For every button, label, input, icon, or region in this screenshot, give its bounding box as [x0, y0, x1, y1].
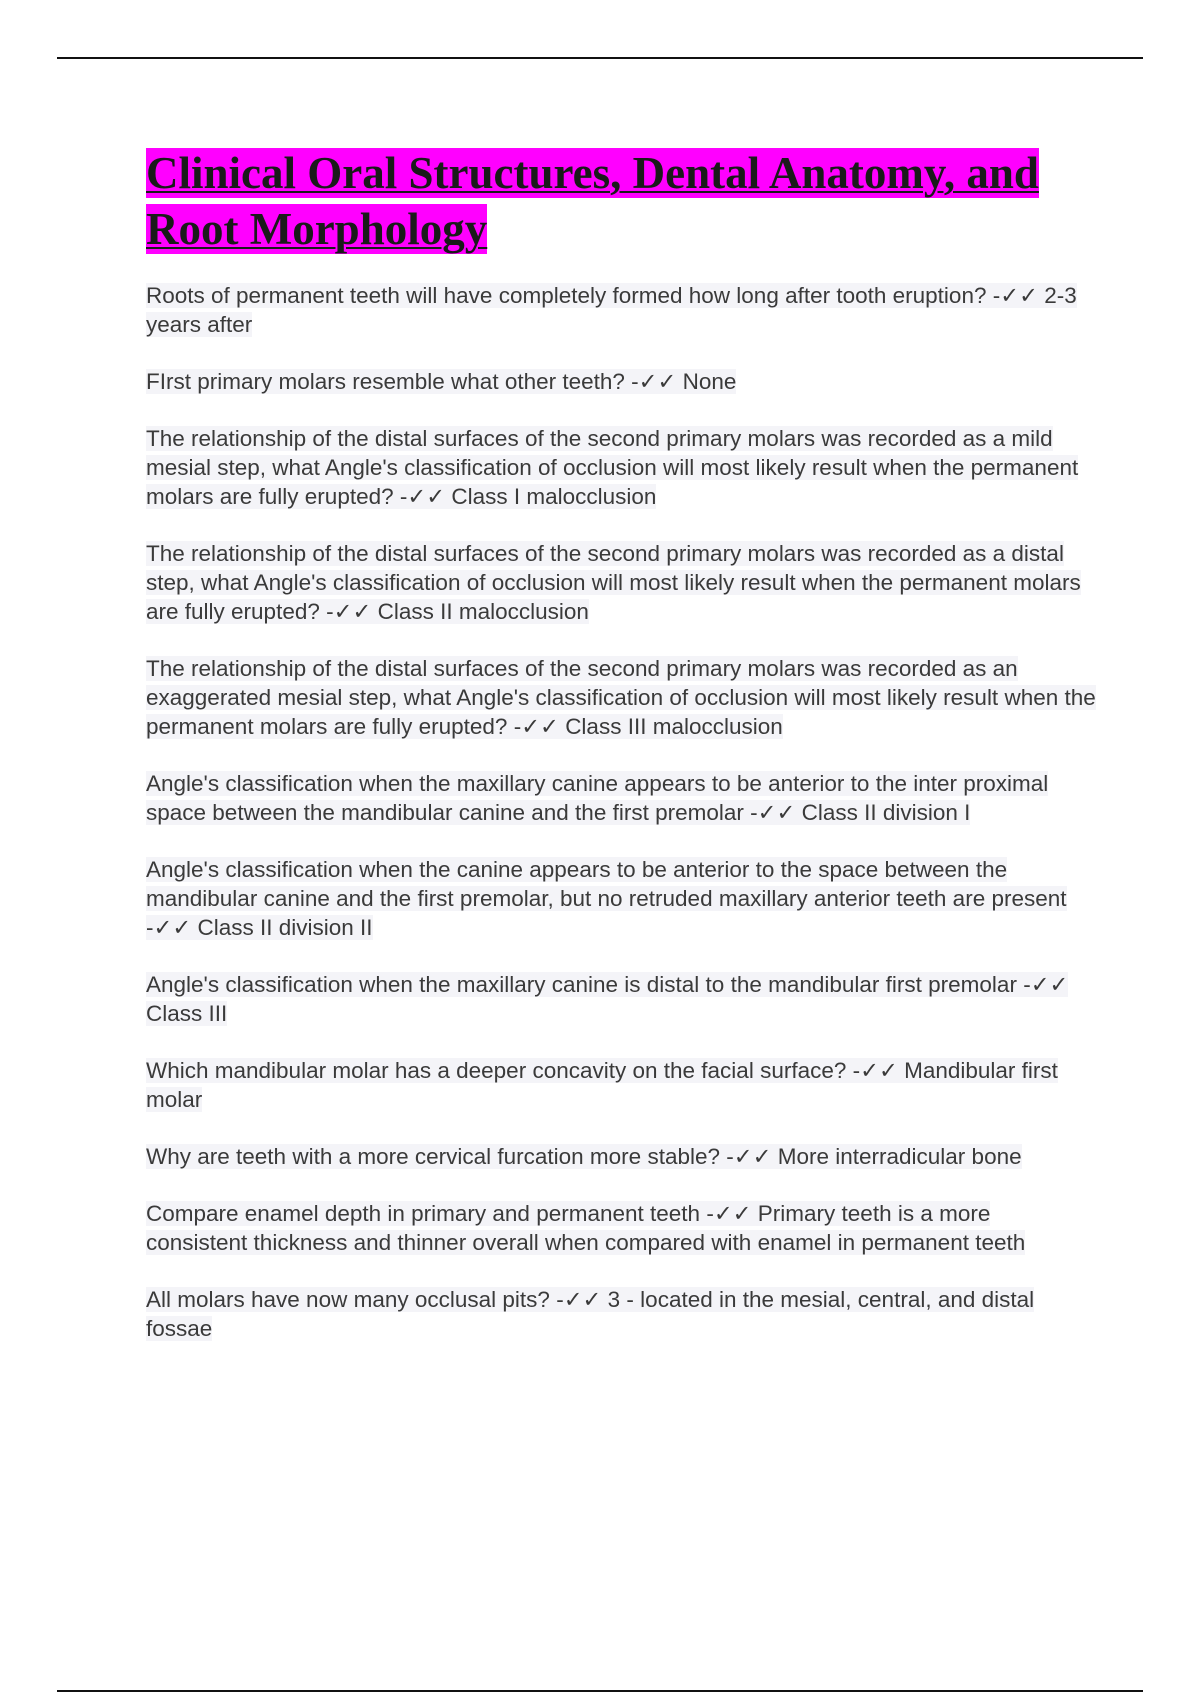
question-text: The relationship of the distal surfaces of the second primary molars was recorded as a distal step, what Angle's classification of occlusion will most likely result when the permanent molars are fully erupted?	[146, 541, 1081, 624]
qa-item-text: The relationship of the distal surfaces of the second primary molars was recorded as a distal step, what Angle's classification of occlusion will most likely result when the permanent molars are fully erupted? -✓✓ Class II malocclusion	[146, 541, 1081, 624]
qa-item	[146, 1142, 1096, 1171]
answer-check-icon: ✓✓	[407, 484, 446, 509]
document-body	[146, 145, 1096, 1371]
answer-check-icon: ✓✓	[1000, 283, 1038, 308]
qa-item	[146, 1285, 1096, 1343]
answer-check-icon: ✓✓	[638, 369, 677, 394]
answer-text: More interradicular bone	[777, 1144, 1022, 1169]
qa-item	[146, 1056, 1096, 1114]
question-text: Why are teeth with a more cervical furcation more stable?	[146, 1144, 720, 1169]
qa-item-text: Why are teeth with a more cervical furcation more stable? -✓✓ More interradicular bone	[146, 1144, 1022, 1169]
question-text: Angle's classification when the maxillary canine is distal to the mandibular first premolar	[146, 972, 1017, 997]
answer-check-icon: ✓✓	[757, 800, 796, 825]
qa-item	[146, 281, 1096, 339]
answer-text: Mandibular first molar	[146, 1058, 1058, 1112]
question-text: Roots of permanent teeth will have completely formed how long after tooth eruption?	[146, 283, 987, 308]
answer-text: 2-3 years after	[146, 283, 1077, 337]
question-text: All molars have now many occlusal pits?	[146, 1287, 550, 1312]
qa-item-text: The relationship of the distal surfaces of the second primary molars was recorded as an exaggerated mesial step, what Angle's classification of occlusion will most likely result when the permanent molars are fully erupted? -✓✓ Class III malocclusion	[146, 656, 1096, 739]
answer-text: Class I malocclusion	[451, 484, 657, 509]
answer-check-icon: ✓✓	[733, 1144, 772, 1169]
answer-text: Class II division II	[197, 915, 373, 940]
qa-item-text: Which mandibular molar has a deeper concavity on the facial surface? -✓✓ Mandibular first molar	[146, 1058, 1058, 1112]
answer-text: None	[682, 369, 737, 394]
qa-item	[146, 855, 1096, 942]
answer-check-icon: ✓✓	[563, 1287, 602, 1312]
question-text: Which mandibular molar has a deeper concavity on the facial surface?	[146, 1058, 847, 1083]
answer-check-icon: ✓✓	[333, 599, 372, 624]
qa-item-text: Compare enamel depth in primary and permanent teeth -✓✓ Primary teeth is a more consistent thickness and thinner overall when compared with enamel in permanent teeth	[146, 1201, 1026, 1255]
qa-item	[146, 654, 1096, 741]
qa-item-text: Angle's classification when the canine appears to be anterior to the space between the mandibular canine and the first premolar, but no retruded maxillary anterior teeth are present -✓✓ Class II division II	[146, 857, 1067, 940]
answer-text: Class II malocclusion	[377, 599, 589, 624]
question-text: FIrst primary molars resemble what other teeth?	[146, 369, 625, 394]
document-title-text: Clinical Oral Structures, Dental Anatomy, and Root Morphology	[146, 148, 1039, 254]
answer-check-icon: ✓✓	[1030, 972, 1069, 997]
qa-item-text: All molars have now many occlusal pits? -✓✓ 3 - located in the mesial, central, and distal fossae	[146, 1287, 1035, 1341]
answer-text: Primary teeth is a more consistent thickness and thinner overall when compared with enamel in permanent teeth	[146, 1201, 1026, 1255]
answer-check-icon: ✓✓	[860, 1058, 898, 1083]
answer-text: Class III malocclusion	[565, 714, 783, 739]
qa-item	[146, 367, 1096, 396]
qa-list	[146, 281, 1096, 1343]
bottom-rule	[57, 1690, 1143, 1692]
answer-check-icon: ✓✓	[713, 1201, 752, 1226]
question-text: The relationship of the distal surfaces of the second primary molars was recorded as a mild mesial step, what Angle's classification of occlusion will most likely result when the permanent molars are fully erupted?	[146, 426, 1079, 509]
question-text: The relationship of the distal surfaces of the second primary molars was recorded as an exaggerated mesial step, what Angle's classification of occlusion will most likely result when the permanent molars are fully erupted?	[146, 656, 1096, 739]
qa-item	[146, 424, 1096, 511]
qa-item	[146, 769, 1096, 827]
qa-item	[146, 539, 1096, 626]
answer-text: Class III	[146, 1001, 228, 1026]
qa-item-text: FIrst primary molars resemble what other teeth? -✓✓ None	[146, 369, 737, 394]
question-text: Compare enamel depth in primary and permanent teeth	[146, 1201, 701, 1226]
qa-item-text: Angle's classification when the maxillary canine appears to be anterior to the inter proximal space between the mandibular canine and the first premolar -✓✓ Class II division I	[146, 771, 1049, 825]
qa-item-text: Angle's classification when the maxillary canine is distal to the mandibular first premolar -✓✓ Class III	[146, 972, 1069, 1026]
answer-text: Class II division I	[801, 800, 971, 825]
question-text: Angle's classification when the maxillary canine appears to be anterior to the inter proximal space between the mandibular canine and the first premolar	[146, 771, 1049, 825]
answer-check-icon: ✓✓	[153, 915, 192, 940]
document-title	[146, 145, 1096, 257]
qa-item	[146, 1199, 1096, 1257]
qa-item-text: The relationship of the distal surfaces of the second primary molars was recorded as a mild mesial step, what Angle's classification of occlusion will most likely result when the permanent molars are fully erupted? -✓✓ Class I malocclusion	[146, 426, 1079, 509]
answer-text: 3 - located in the mesial, central, and distal fossae	[146, 1287, 1035, 1341]
answer-check-icon: ✓✓	[521, 714, 559, 739]
qa-item	[146, 970, 1096, 1028]
top-rule	[57, 57, 1143, 59]
qa-item-text: Roots of permanent teeth will have completely formed how long after tooth eruption? -✓✓ 2-3 years after	[146, 283, 1077, 337]
question-text: Angle's classification when the canine appears to be anterior to the space between the mandibular canine and the first premolar, but no retruded maxillary anterior teeth are present	[146, 857, 1067, 911]
